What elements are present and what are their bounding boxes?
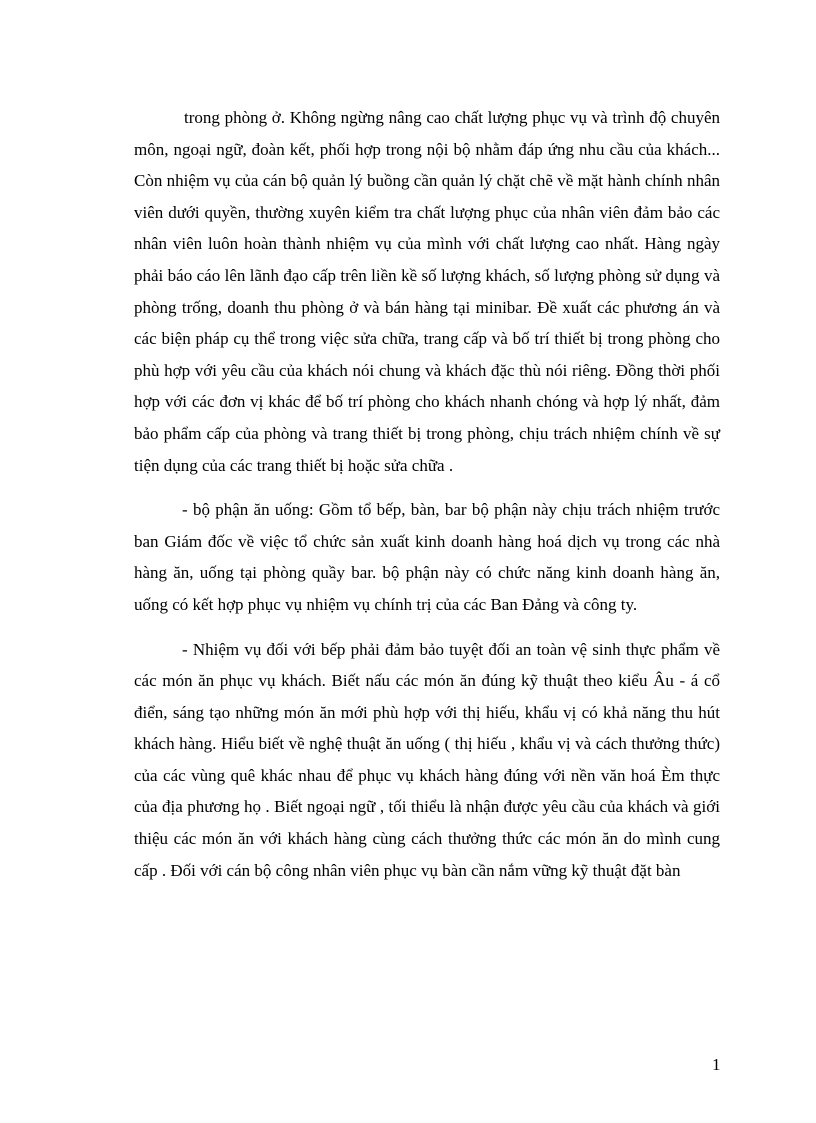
paragraph-room-duties: trong phòng ở. Không ngừng nâng cao chất lượng phục vụ và trình độ chuyên môn, ngoại ngữ, đoàn kết, phối hợp trong nội bộ nhằm đáp ứng nhu cầu của khách... Còn nhiệm vụ của cán bộ quản lý buồng cần quản lý chặt chẽ về mặt hành chính nhân viên dưới quyền, thường xuyên kiểm tra chất lượng phục của nhân viên đảm bảo các nhân viên luôn hoàn thành nhiệm vụ của mình với chất lượng cao nhất. Hàng ngày phải báo cáo lên lãnh đạo cấp trên liền kề số lượng khách, số lượng phòng sử dụng và phòng trống, doanh thu phòng ở và bán hàng tại minibar. Đề xuất các phương án và các biện pháp cụ thể trong việc sửa chữa, trang cấp và bố trí thiết bị trong phòng cho phù hợp với yêu cầu của khách nói chung và khách đặc thù nói riêng. Đồng thời phối hợp với các đơn vị khác để bố trí phòng cho khách nhanh chóng và hợp lý nhất, đảm bảo phẩm cấp của phòng và trang thiết bị trong phòng, chịu trách nhiệm chính về sự tiện dụng của các trang thiết bị hoặc sửa chữa .: [134, 108, 720, 475]
paragraph-kitchen-duties: - Nhiệm vụ đối với bếp phải đảm bảo tuyệt đối an toàn vệ sinh thực phẩm về các món ăn phục vụ khách. Biết nấu các món ăn đúng kỹ thuật theo kiểu Âu - á cổ điển, sáng tạo những món ăn mới phù hợp với thị hiếu, khẩu vị có khả năng thu hút khách hàng. Hiểu biết về nghệ thuật ăn uống ( thị hiếu , khẩu vị và cách thưởng thức) của các vùng quê khác nhau để phục vụ khách hàng đúng với nền văn hoá Èm thực của địa phương họ . Biết ngoại ngữ , tối thiểu là nhận được yêu cầu của khách và giới thiệu các món ăn với khách hàng cùng cách thưởng thức các món ăn do mình cung cấp . Đối với cán bộ công nhân viên phục vụ bàn cần nắm vững kỹ thuật đặt bàn: [134, 639, 720, 880]
body-text: [134, 102, 720, 886]
paragraph-food-beverage-dept: - bộ phận ăn uống: Gồm tổ bếp, bàn, bar bộ phận này chịu trách nhiệm trước ban Giám đốc về việc tổ chức sản xuất kinh doanh hàng hoá dịch vụ trong các nhà hàng ăn, uống tại phòng quầy bar. bộ phận này có chức năng kinh doanh hàng ăn, uống có kết hợp phục vụ nhiệm vụ chính trị của các Ban Đảng và công ty.: [134, 500, 720, 614]
page-number: 1: [712, 1055, 721, 1074]
